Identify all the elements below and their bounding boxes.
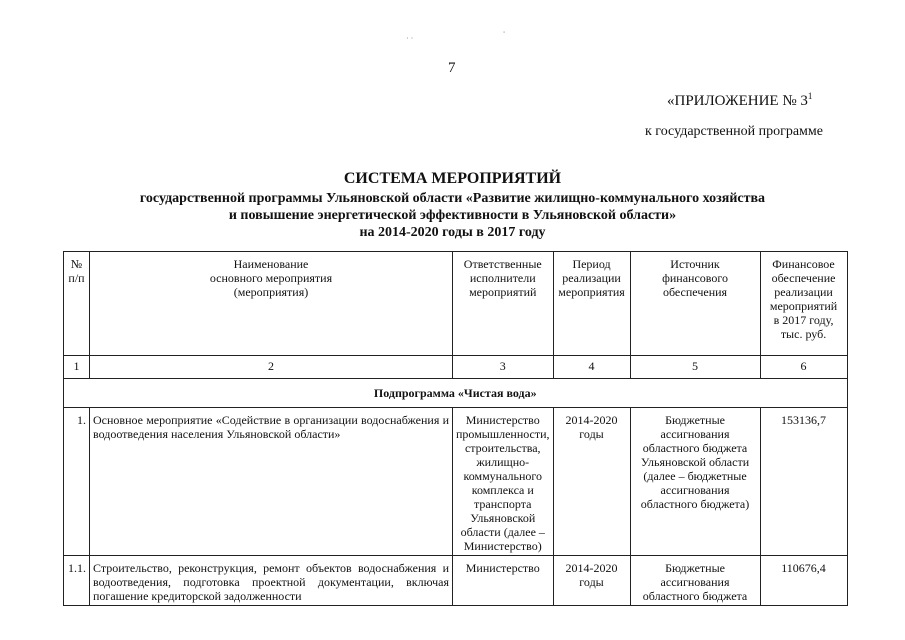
column-index: 3	[453, 356, 554, 379]
appendix-label-text: «ПРИЛОЖЕНИЕ № 3	[667, 93, 808, 109]
header-period: Период реализации мероприятия	[553, 252, 630, 356]
appendix-label	[667, 91, 812, 110]
scan-speck: · ·	[406, 34, 414, 43]
subtitle-line-3: на 2014-2020 годы в 2017 году	[359, 225, 546, 240]
page-number: 7	[448, 60, 456, 76]
column-index: 5	[630, 356, 760, 379]
column-index: 6	[760, 356, 847, 379]
measures-table	[63, 251, 848, 606]
header-funding-source: Источник финансового обеспечения	[630, 252, 760, 356]
measures-table-wrapper	[63, 251, 848, 606]
column-index: 2	[90, 356, 453, 379]
row-responsible: Министерство	[453, 556, 554, 606]
subprogram-row	[64, 379, 848, 408]
header-responsible: Ответственные исполнители мероприятий	[453, 252, 554, 356]
scan-speck: ⸱	[503, 28, 506, 37]
header-number: № п/п	[64, 252, 90, 356]
row-funding-amount: 153136,7	[760, 408, 847, 556]
column-index: 4	[553, 356, 630, 379]
row-measure-name: Строительство, реконструкция, ремонт объектов водоснабжения и водоотведения, подготовка проектной документации, включая погашение кредиторской задолженности	[90, 556, 453, 606]
table-header-row	[64, 252, 848, 356]
subtitle-line-2: и повышение энергетической эффективности в Ульяновской области»	[228, 208, 677, 223]
column-index-row	[64, 356, 848, 379]
document-subtitle	[0, 190, 905, 241]
row-funding-source: Бюджетные ассигнования областного бюджета	[630, 556, 760, 606]
header-measure-name: Наименование основного мероприятия (мероприятия)	[90, 252, 453, 356]
subprogram-title: Подпрограмма «Чистая вода»	[64, 379, 848, 408]
document-title: СИСТЕМА МЕРОПРИЯТИЙ	[343, 170, 562, 187]
subtitle-line-1: государственной программы Ульяновской области «Развитие жилищно-коммунального хозяйства	[139, 191, 766, 206]
row-number: 1.	[64, 408, 90, 556]
row-responsible: Министерство промышленности, строительства, жилищно-коммунального комплекса и транспорта Ульяновской области (далее – Министерство)	[453, 408, 554, 556]
row-period: 2014-2020 годы	[553, 556, 630, 606]
row-funding-amount: 110676,4	[760, 556, 847, 606]
row-number: 1.1.	[64, 556, 90, 606]
appendix-subtitle: к государственной программе	[645, 124, 823, 139]
header-funding-amount: Финансовое обеспечение реализации мероприятий в 2017 году, тыс. руб.	[760, 252, 847, 356]
row-measure-name: Основное мероприятие «Содействие в организации водоснабжения и водоотведения населения Ульяновской области»	[90, 408, 453, 556]
table-row	[64, 556, 848, 606]
row-period: 2014-2020 годы	[553, 408, 630, 556]
table-row	[64, 408, 848, 556]
column-index: 1	[64, 356, 90, 379]
appendix-superscript: 1	[807, 91, 813, 101]
row-funding-source: Бюджетные ассигнования областного бюджета Ульяновской области (далее – бюджетные ассигнования областного бюджета)	[630, 408, 760, 556]
